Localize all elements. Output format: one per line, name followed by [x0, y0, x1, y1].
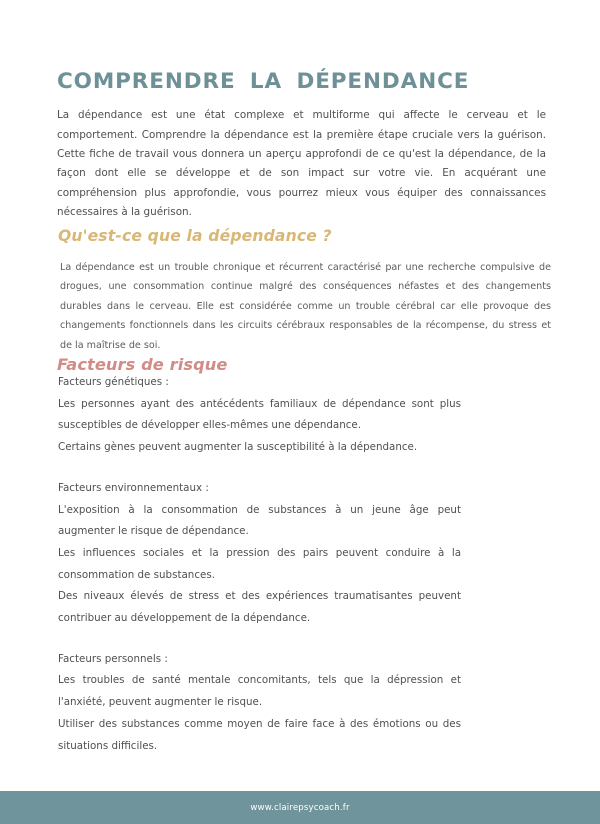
- risk-item: Les influences sociales et la pression des pairs peuvent conduire à la consommation de substances.: [58, 546, 461, 581]
- intro-paragraph: La dépendance est une état complexe et multiforme qui affecte le cerveau et le comportement. Comprendre la dépendance est la première étape cruciale vers la guérison. Cette fiche de travail vous donnera un aperçu approfondi de ce qu'est la dépendance, de la façon dont elle se développe et de son impact sur votre vie. En acquérant une compréhension plus approfondie, vous pourrez mieux vous équiper des connaissances nécessaires à la guérison.: [57, 109, 546, 218]
- risk-group-label: Facteurs environnementaux :: [58, 481, 209, 494]
- risk-item: Les personnes ayant des antécédents familiaux de dépendance sont plus susceptibles de développer elles-mêmes une dépendance.: [58, 397, 461, 432]
- footer-bar: [0, 791, 600, 824]
- footer-website-url[interactable]: www.clairepsycoach.fr: [250, 802, 350, 813]
- risk-item: Des niveaux élevés de stress et des expériences traumatisantes peuvent contribuer au développement de la dépendance.: [58, 590, 461, 625]
- risk-group-label: Facteurs génétiques :: [58, 376, 169, 388]
- definition-paragraph: La dépendance est un trouble chronique et récurrent caractérisé par une recherche compulsive de drogues, une consommation continue malgré des conséquences néfastes et des changements durables dans le cerveau. Elle est considérée comme un trouble cérébral car elle provoque des changements fonctionnels dans les circuits cérébraux responsables de la récompense, du stress et de la maîtrise de soi.: [60, 261, 551, 351]
- section-heading-risk-factors: Facteurs de risque: [57, 355, 228, 375]
- risk-group-environmental: [58, 478, 461, 630]
- risk-group-genetic: [58, 372, 461, 459]
- risk-factor-groups: [58, 372, 461, 757]
- page-title: COMPRENDRE LA DÉPENDANCE: [57, 69, 470, 95]
- section-heading-definition: Qu'est-ce que la dépendance ?: [58, 226, 332, 245]
- risk-group-label: Facteurs personnels :: [58, 652, 168, 665]
- risk-item: Certains gènes peuvent augmenter la susceptibilité à la dépendance.: [58, 441, 418, 454]
- risk-item: Les troubles de santé mentale concomitants, tels que la dépression et l'anxiété, peuvent augmenter le risque.: [58, 674, 461, 709]
- risk-group-personal: [58, 649, 461, 758]
- risk-item: L'exposition à la consommation de substances à un jeune âge peut augmenter le risque de dépendance.: [58, 503, 461, 538]
- risk-item: Utiliser des substances comme moyen de faire face à des émotions ou des situations difficiles.: [58, 717, 461, 752]
